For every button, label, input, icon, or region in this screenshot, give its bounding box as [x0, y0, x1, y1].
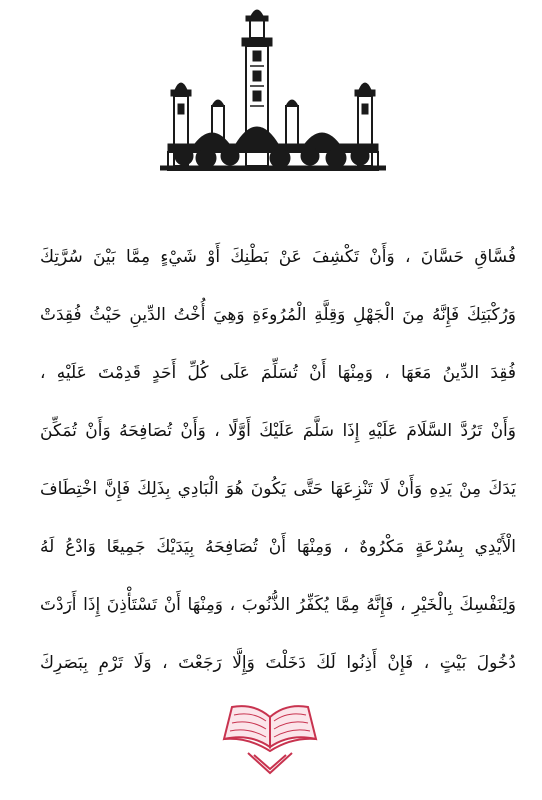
text-line-1: فُسَّاقِ حَسَّانَ ، وَأَنْ تَكْشِفَ عَنْ بَطْنِكَ أَوْ شَيْءٍ مِمَّا بَيْنَ سُرَّتِكَ — [40, 247, 516, 267]
text-line-7: وَلِنَفْسِكَ بِالْخَيْرِ ، فَإِنَّهُ مِمَّا يُكَفِّرُ الذُّنُوبَ ، وَمِنْهَا أَنْ تَسْتَأْذِنَ إِذَا أَرَدْتَ — [40, 595, 516, 615]
mosque-icon — [160, 6, 386, 176]
text-line-2: وَرُكْبَتِكَ فَإِنَّهُ مِنَ الْجَهْلِ وَقِلَّةِ الْمُرُوءَةِ وَهِيَ أُخْتُ الدِّينِ حَيْثُ فُقِدَتْ — [40, 305, 516, 325]
text-line-6: الْأَيْدِي بِسُرْعَةٍ مَكْرُوهٌ ، وَمِنْهَا أَنْ تُصَافِحَهُ بِيَدَيْكَ جَمِيعًا وَادْعُ لَهُ — [40, 537, 516, 557]
text-line-5: يَدَكَ مِنْ يَدِهِ وَأَنْ لَا تَنْزِعَهَا حَتَّى يَكُونَ هُوَ الْبَادِي بِذَلِكَ فَإِنَّ اخْتِطَافَ — [40, 479, 516, 499]
text-line-8: دُخُولَ بَيْتٍ ، فَإِنْ أَذِنُوا لَكَ دَخَلْتَ وَإِلَّا رَجَعْتَ ، وَلَا تَرْمِ بِبَصَرِكَ — [40, 653, 516, 673]
text-line-4: وَأَنْ تَرُدَّ السَّلَامَ عَلَيْهِ إِذَا سَلَّمَ عَلَيْكَ أَوَّلًا ، وَأَنْ تُصَافِحَهُ وَأَنْ تُمَكِّنَ — [40, 421, 516, 441]
text-line-3: فُقِدَ الدِّينُ مَعَهَا ، وَمِنْهَا أَنْ تُسَلِّمَ عَلَى كُلِّ أَحَدٍ قَدِمْتَ عَلَيْهِ ، — [40, 363, 516, 383]
arabic-text-block — [40, 228, 516, 692]
open-book-icon — [218, 703, 322, 775]
